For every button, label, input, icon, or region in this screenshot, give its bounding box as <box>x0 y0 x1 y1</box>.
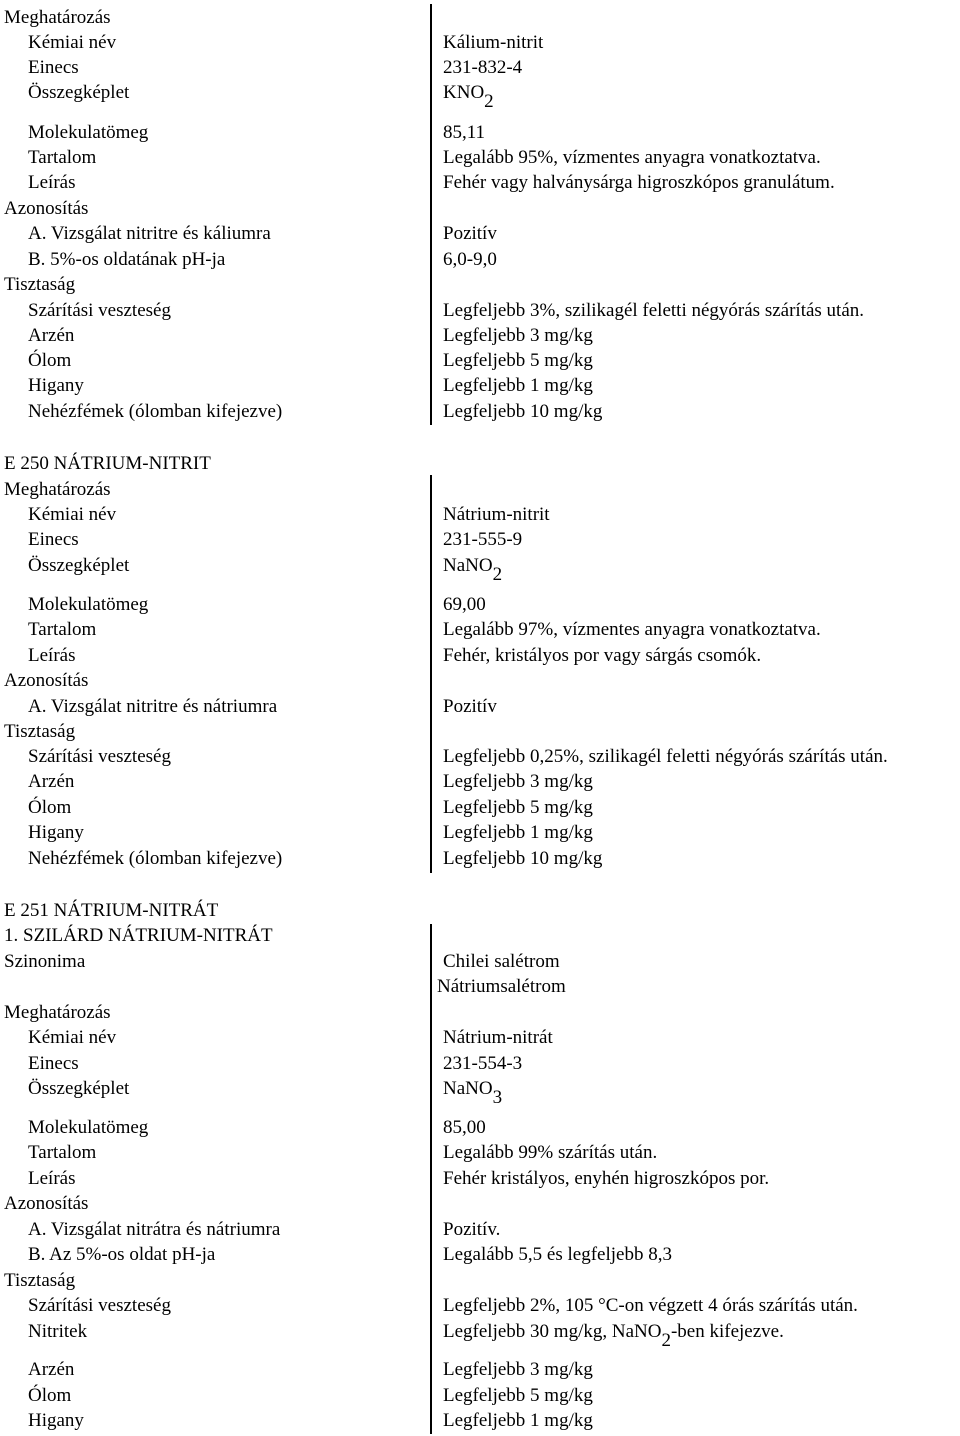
row-value: Pozitív. <box>443 1219 501 1240</box>
row-label: Szárítási veszteség <box>28 1295 171 1316</box>
formula-subscript: 2 <box>484 91 494 112</box>
formula <box>443 83 494 111</box>
row-value: Legalább 99% szárítás után. <box>443 1142 658 1163</box>
row-label: A. Vizsgálat nitritre és káliumra <box>28 223 271 244</box>
row-value: Legfeljebb 3 mg/kg <box>443 1359 593 1380</box>
row-label: Nehézfémek (ólomban kifejezve) <box>28 401 283 422</box>
value-text: Legfeljebb 30 mg/kg, NaNO <box>443 1321 662 1342</box>
row-label: Einecs <box>28 529 79 550</box>
row-value: Nátrium-nitrit <box>443 504 550 525</box>
row-label: Leírás <box>28 172 76 193</box>
row-value: Nátriumsalétrom <box>437 976 566 997</box>
section-subheading: 1. SZILÁRD NÁTRIUM-NITRÁT <box>4 925 273 946</box>
row-label: Összegképlet <box>28 82 130 103</box>
row-label: Nehézfémek (ólomban kifejezve) <box>28 848 283 869</box>
row-value: Legfeljebb 5 mg/kg <box>443 797 593 818</box>
row-value: Chilei salétrom <box>443 951 560 972</box>
row-label: Tartalom <box>28 147 97 168</box>
row-label: Kémiai név <box>28 1027 117 1048</box>
row-label: B. Az 5%-os oldat pH-ja <box>28 1244 216 1265</box>
row-label: Nitritek <box>28 1321 88 1342</box>
row-value: Legfeljebb 1 mg/kg <box>443 375 593 396</box>
row-value: Fehér vagy halványsárga higroszkópos granulátum. <box>443 172 835 193</box>
row-label: Meghatározás <box>4 479 111 500</box>
row-label: Azonosítás <box>4 198 89 219</box>
row-value: 85,11 <box>443 122 486 143</box>
row-label: Tisztaság <box>4 721 76 742</box>
formula-base: NaNO <box>443 555 493 576</box>
row-label: Azonosítás <box>4 670 89 691</box>
row-label: Meghatározás <box>4 1002 111 1023</box>
row-value: Legfeljebb 5 mg/kg <box>443 350 593 371</box>
row-value: 231-555-9 <box>443 529 523 550</box>
row-label: Arzén <box>28 325 75 346</box>
row-value: 231-832-4 <box>443 57 523 78</box>
row-value: Legfeljebb 1 mg/kg <box>443 1410 593 1431</box>
row-value <box>443 1322 784 1350</box>
row-value: 85,00 <box>443 1117 486 1138</box>
row-value: Pozitív <box>443 696 497 717</box>
row-value: Legalább 97%, vízmentes anyagra vonatkoztatva. <box>443 619 821 640</box>
row-label: Molekulatömeg <box>28 594 149 615</box>
row-value: Pozitív <box>443 223 497 244</box>
row-label: Azonosítás <box>4 1193 89 1214</box>
row-label: Kémiai név <box>28 32 117 53</box>
row-label: Kémiai név <box>28 504 117 525</box>
row-label: Einecs <box>28 1053 79 1074</box>
row-label: Einecs <box>28 57 79 78</box>
row-value: Legfeljebb 3%, szilikagél feletti négyórás szárítás után. <box>443 300 865 321</box>
row-label: Molekulatömeg <box>28 122 149 143</box>
row-label: Higany <box>28 822 84 843</box>
row-label: Szárítási veszteség <box>28 746 171 767</box>
row-label: Leírás <box>28 1168 76 1189</box>
row-value: Kálium-nitrit <box>443 32 544 53</box>
row-label: Ólom <box>28 1385 72 1406</box>
row-value: Fehér kristályos, enyhén higroszkópos por. <box>443 1168 770 1189</box>
row-value: Legalább 95%, vízmentes anyagra vonatkoztatva. <box>443 147 821 168</box>
formula <box>443 556 502 584</box>
row-value: Legfeljebb 1 mg/kg <box>443 822 593 843</box>
row-label: B. 5%-os oldatának pH-ja <box>28 249 226 270</box>
formula-base: KNO <box>443 82 485 103</box>
formula-subscript: 3 <box>492 1087 503 1108</box>
row-value: 6,0-9,0 <box>443 249 497 270</box>
row-label: Szárítási veszteség <box>28 300 171 321</box>
section-heading: E 251 NÁTRIUM-NITRÁT <box>4 900 219 921</box>
row-value: Legfeljebb 3 mg/kg <box>443 325 593 346</box>
row-label: Tartalom <box>28 1142 97 1163</box>
section-heading: E 250 NÁTRIUM-NITRIT <box>4 453 211 474</box>
column-divider <box>430 924 432 1434</box>
row-label: Molekulatömeg <box>28 1117 149 1138</box>
row-value: Legfeljebb 2%, 105 °C-on végzett 4 órás szárítás után. <box>443 1295 858 1316</box>
row-label: Ólom <box>28 797 72 818</box>
row-label: Higany <box>28 1410 84 1431</box>
formula-base: NaNO <box>443 1078 493 1099</box>
row-value: Legalább 5,5 és legfeljebb 8,3 <box>443 1244 672 1265</box>
row-label: Arzén <box>28 771 75 792</box>
row-label: Arzén <box>28 1359 75 1380</box>
column-divider <box>430 475 432 873</box>
column-divider <box>430 4 432 425</box>
row-value: Legfeljebb 10 mg/kg <box>443 401 603 422</box>
row-label: Leírás <box>28 645 76 666</box>
row-label: Összegképlet <box>28 1078 130 1099</box>
row-label: Összegképlet <box>28 555 130 576</box>
row-label: Higany <box>28 375 84 396</box>
row-value: Nátrium-nitrát <box>443 1027 553 1048</box>
row-label: Tisztaság <box>4 274 76 295</box>
row-value: Legfeljebb 3 mg/kg <box>443 771 593 792</box>
row-value: Legfeljebb 10 mg/kg <box>443 848 603 869</box>
row-value: Legfeljebb 5 mg/kg <box>443 1385 593 1406</box>
row-label: A. Vizsgálat nitrátra és nátriumra <box>28 1219 281 1240</box>
row-value: Legfeljebb 0,25%, szilikagél feletti négyórás szárítás után. <box>443 746 888 767</box>
row-value: Fehér, kristályos por vagy sárgás csomók. <box>443 645 762 666</box>
row-label: Tartalom <box>28 619 97 640</box>
row-label: Tisztaság <box>4 1270 76 1291</box>
row-value: 231-554-3 <box>443 1053 523 1074</box>
value-text-after: -ben kifejezve. <box>670 1321 784 1342</box>
formula-subscript: 2 <box>492 564 503 585</box>
row-value: 69,00 <box>443 594 486 615</box>
row-label: Meghatározás <box>4 7 111 28</box>
row-label: Ólom <box>28 350 72 371</box>
row-label: Szinonima <box>4 951 86 972</box>
formula <box>443 1079 502 1107</box>
row-label: A. Vizsgálat nitritre és nátriumra <box>28 696 278 717</box>
formula-subscript: 2 <box>661 1330 671 1351</box>
